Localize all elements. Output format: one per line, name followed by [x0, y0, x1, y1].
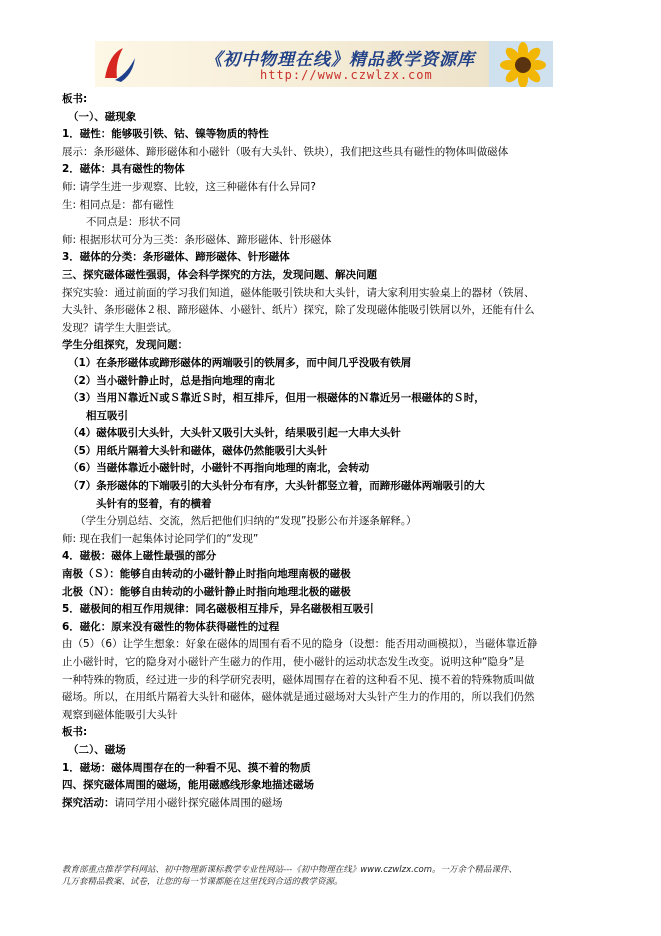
text-line: 5．磁极间的相互作用规律：同名磁极相互排斥，异名磁极相互吸引 [62, 603, 374, 616]
text-line: 一种特殊的物质，经过进一步的科学研究表明，磁体周围存在着的这种看不见、摸不着的特殊物质叫做 [62, 673, 535, 686]
lesson-content [62, 91, 602, 812]
text-line: 1．磁场：磁体周围存在的一种看不见、摸不着的物质 [62, 761, 311, 774]
text-line: 探究实验：通过前面的学习我们知道，磁体能吸引铁块和大头针，请大家利用实验桌上的器材（铁屑、 [62, 286, 535, 299]
text-line: 6．磁化：原来没有磁性的物体获得磁性的过程 [62, 620, 280, 633]
site-logo [99, 44, 139, 84]
text-line: 板书: [62, 726, 88, 739]
text-line: 四、探究磁体周围的磁场，能用磁感线形象地描述磁场 [62, 779, 314, 792]
text-line [62, 795, 602, 813]
text-line: （4）磁体吸引大头针，大头针又吸引大头针，结果吸引起一大串大头针 [68, 427, 401, 440]
text-line: （学生分别总结、交流，然后把他们归纳的“发现”投影公布并逐条解释。） [75, 515, 417, 528]
text-line: 头针有的竖着，有的横着 [96, 497, 212, 510]
text-line: （1）在条形磁体或蹄形磁体的两端吸引的铁屑多，而中间几乎没吸有铁屑 [68, 356, 412, 369]
site-url[interactable]: http://www.czwlzx.com [260, 68, 433, 82]
text-line: 1．磁性：能够吸引铁、钴、镍等物质的特性 [62, 128, 269, 141]
text-line: 发现？请学生大胆尝试。 [62, 321, 178, 334]
text-line: （3）当用Ｎ靠近Ｎ或Ｓ靠近Ｓ时，相互排斥，但用一根磁体的Ｎ靠近另一根磁体的Ｓ时， [68, 392, 485, 405]
text-line: 板书: [62, 93, 88, 105]
header-banner [95, 41, 553, 87]
footer-line-2: 几万套精品教案、试卷，让您的每一节课都能在这里找到合适的教学资源。 [62, 877, 343, 887]
text-line: （二）、磁场 [68, 743, 126, 756]
text-line: （5）用纸片隔着大头针和磁体，磁体仍然能吸引大头针 [68, 444, 328, 457]
text-line: （一）、磁现象 [68, 110, 137, 123]
line-prefix: 探究活动： [62, 796, 115, 809]
text-line: 南极（Ｓ）：能够自由转动的小磁针静止时指向地理南极的磁极 [62, 568, 351, 581]
footer-line-1: 教育部重点推荐学科网站、初中物理新课标教学专业性网站---《初中物理在线》www.czwlzx.com。一万余个精品课件、 [62, 865, 518, 875]
text-line: 展示：条形磁体、蹄形磁体和小磁针（吸有大头针、铁块），我们把这些具有磁性的物体叫做磁体 [62, 145, 509, 158]
text-line: 学生分组探究，发现问题： [62, 339, 188, 352]
text-line: 师: 根据形状可分为三类：条形磁体、蹄形磁体、针形磁体 [62, 233, 332, 246]
page-footer [62, 864, 622, 888]
line-rest: 请同学用小磁针探究磁体周围的磁场 [114, 796, 283, 809]
text-line: 磁场。所以，在用纸片隔着大头针和磁体，磁体就是通过磁场对大头针产生力的作用的，所以我们仍然 [62, 691, 535, 704]
sunflower-image [489, 41, 553, 87]
text-line: 北极（Ｎ）：能够自由转动的小磁针静止时指向地理北极的磁极 [62, 585, 351, 598]
text-line: 止小磁针时，它的隐身对小磁针产生磁力的作用，使小磁针的运动状态发生改变。说明这种“隐身”是 [62, 656, 525, 668]
text-line: 生: 相同点是：都有磁性 [62, 198, 174, 211]
text-line: 观察到磁体能吸引大头针 [62, 708, 178, 721]
text-line: 相互吸引 [86, 409, 128, 422]
text-line: 师: 请学生进一步观察、比较，这三种磁体有什么异同? [62, 180, 316, 193]
text-line: 三、探究磁体磁性强弱，体会科学探究的方法，发现问题、解决问题 [62, 268, 377, 281]
text-line: 师: 现在我们一起集体讨论同学们的“发现” [62, 532, 259, 545]
text-line: 4．磁极：磁体上磁性最强的部分 [62, 550, 217, 563]
text-line: 2．磁体：具有磁性的物体 [62, 163, 185, 176]
text-line: （7）条形磁体的下端吸引的大头针分布有序，大头针都竖立着，而蹄形磁体两端吸引的大 [68, 480, 485, 493]
text-line: 3．磁体的分类：条形磁体、蹄形磁体、针形磁体 [62, 251, 290, 264]
site-title: 《初中物理在线》精品教学资源库 [205, 50, 475, 70]
text-line: 由（5）（6）让学生想象：好象在磁体的周围有看不见的隐身（设想：能否用动画模拟），当磁体靠近静 [62, 638, 538, 651]
text-line: （6）当磁体靠近小磁针时，小磁针不再指向地理的南北，会转动 [68, 462, 370, 475]
text-line: 大头针、条形磁体２根、蹄形磁体、小磁针、纸片）探究，除了发现磁体能吸引铁屑以外，还能有什么 [62, 304, 535, 317]
text-line: 不同点是：形状不同 [86, 216, 181, 229]
text-line: （2）当小磁针静止时，总是指向地理的南北 [68, 374, 275, 387]
